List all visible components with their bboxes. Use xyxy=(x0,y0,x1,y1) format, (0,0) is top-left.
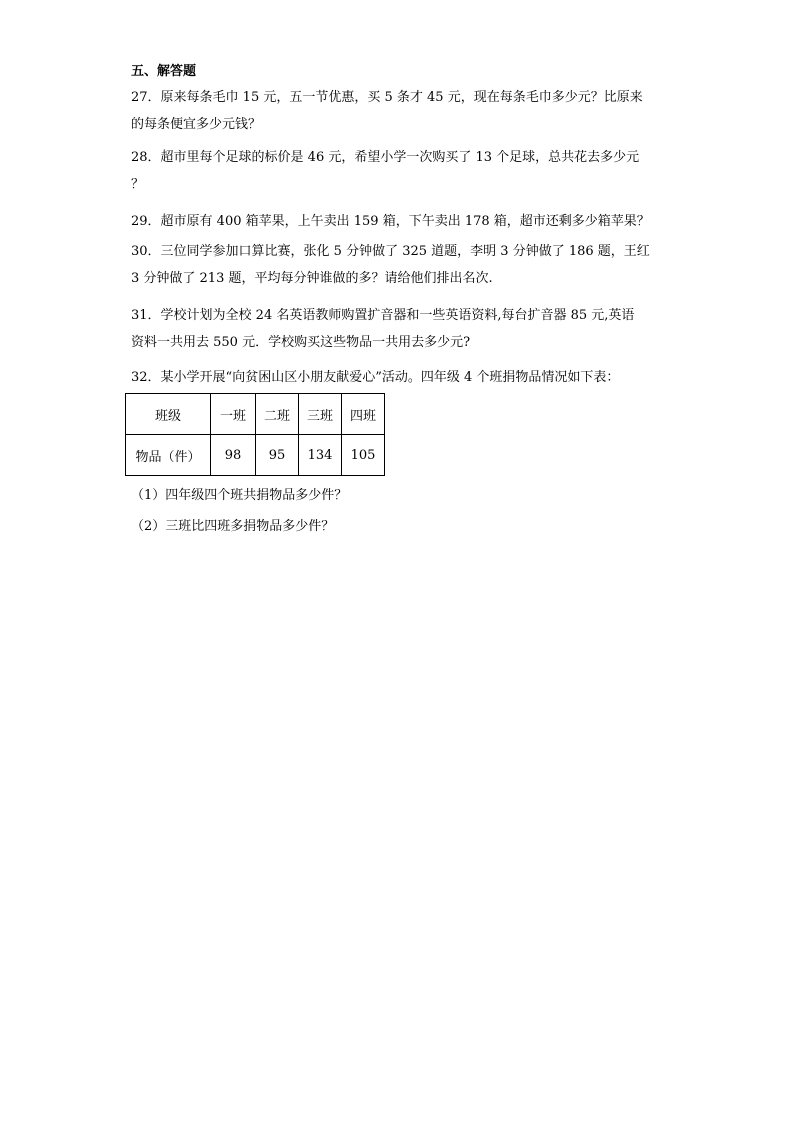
table-cell: 95 xyxy=(256,435,299,476)
question-32 xyxy=(131,364,666,391)
question-line: 3 分钟做了 213 题，平均每分钟谁做的多？请给他们排出名次. xyxy=(131,271,493,286)
table-row xyxy=(126,435,385,476)
question-27 xyxy=(131,84,666,138)
question-28 xyxy=(131,144,666,198)
question-line: 30．三位同学参加口算比赛，张化 5 分钟做了 325 道题，李明 3 分钟做了 186 题，王红 xyxy=(131,244,650,259)
question-30 xyxy=(131,238,666,292)
question-31 xyxy=(131,302,666,356)
question-line: 29．超市原有 400 箱苹果，上午卖出 159 箱，下午卖出 178 箱，超市还剩多少箱苹果？ xyxy=(131,214,650,229)
question-line: 的每条便宜多少元钱？ xyxy=(131,117,262,132)
table-cell: 物品（件） xyxy=(126,435,211,476)
donation-table xyxy=(125,393,385,476)
question-line: 资料一共用去 550 元．学校购买这些物品一共用去多少元? xyxy=(131,335,471,350)
question-line: 28．超市里每个足球的标价是 46 元，希望小学一次购买了 13 个足球，总共花去多少元 xyxy=(131,150,640,165)
question-29 xyxy=(131,208,666,235)
table-header-cell: 一班 xyxy=(211,394,256,435)
question-line: 31．学校计划为全校 24 名英语教师购置扩音器和一些英语资料,每台扩音器 85 元,英语 xyxy=(131,308,635,323)
question-line: 32．某小学开展“向贫困山区小朋友献爱心”活动。四年级 4 个班捐物品情况如下表： xyxy=(131,370,620,385)
table-header-cell: 四班 xyxy=(342,394,385,435)
section-title: 五、解答题 xyxy=(131,64,197,79)
subquestion-1: （1）四年级四个班共捐物品多少件？ xyxy=(131,488,348,503)
table-cell: 134 xyxy=(299,435,342,476)
table-header-cell: 三班 xyxy=(299,394,342,435)
table-cell: 105 xyxy=(342,435,385,476)
table-header-row xyxy=(126,394,385,435)
table-header-cell: 二班 xyxy=(256,394,299,435)
subquestion-2: （2）三班比四班多捐物品多少件？ xyxy=(131,519,335,534)
question-line: 27．原来每条毛巾 15 元，五一节优惠，买 5 条才 45 元，现在每条毛巾多少元？比原来 xyxy=(131,90,643,105)
table-header-cell: 班级 xyxy=(126,394,211,435)
question-line: ？ xyxy=(131,177,145,192)
table-cell: 98 xyxy=(211,435,256,476)
